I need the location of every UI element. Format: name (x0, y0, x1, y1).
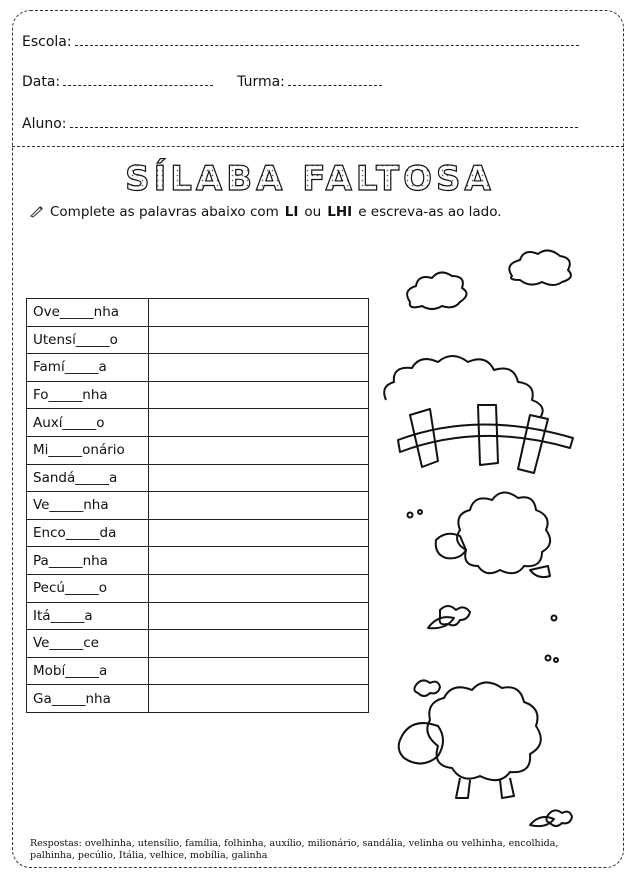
class-label: Turma: (237, 74, 285, 90)
student-row (22, 116, 578, 132)
word-blank[interactable]: _____ (64, 359, 99, 376)
word-cell (27, 685, 149, 713)
answer-cell[interactable] (149, 464, 369, 492)
word-suffix: a (84, 607, 93, 624)
table-row (27, 630, 369, 658)
word-blank[interactable]: _____ (59, 304, 94, 321)
table-row (27, 436, 369, 464)
word-cell (27, 381, 149, 409)
answer-cell[interactable] (149, 630, 369, 658)
answers-footer (30, 838, 610, 862)
word-cell (27, 519, 149, 547)
word-cell (27, 299, 149, 327)
word-cell (27, 547, 149, 575)
table-row (27, 381, 369, 409)
student-field[interactable] (70, 126, 578, 128)
word-cell (27, 602, 149, 630)
answer-cell[interactable] (149, 574, 369, 602)
answer-cell[interactable] (149, 409, 369, 437)
word-prefix: Ve (33, 497, 50, 514)
date-field[interactable] (63, 84, 213, 86)
word-prefix: Mi (33, 442, 49, 459)
sheep-illustration (380, 240, 620, 840)
word-blank[interactable]: _____ (48, 442, 83, 459)
word-blank[interactable]: _____ (48, 552, 83, 569)
school-row (22, 34, 579, 50)
instruction-or: ou (304, 204, 322, 220)
date-class-row (22, 74, 382, 90)
answer-cell[interactable] (149, 602, 369, 630)
school-field[interactable] (75, 44, 579, 46)
table-row (27, 574, 369, 602)
table-row (27, 354, 369, 382)
words-table (26, 298, 369, 713)
word-blank[interactable]: _____ (49, 635, 84, 652)
instruction-end: e escreva-as ao lado. (358, 204, 502, 220)
answer-cell[interactable] (149, 354, 369, 382)
answer-cell[interactable] (149, 299, 369, 327)
pencil-icon (30, 206, 44, 218)
student-label: Aluno: (22, 116, 67, 132)
word-prefix: Ga (33, 690, 52, 707)
header-divider (12, 146, 624, 147)
word-prefix: Pecú (33, 580, 65, 597)
word-prefix: Mobí (33, 663, 66, 680)
word-suffix: nha (82, 387, 108, 404)
word-suffix: a (98, 663, 108, 680)
word-prefix: Auxí (33, 414, 63, 431)
word-blank[interactable]: _____ (50, 607, 85, 624)
instruction-text: Complete as palavras abaixo com (50, 204, 279, 220)
word-suffix: a (109, 469, 118, 486)
word-cell (27, 354, 149, 382)
answer-cell[interactable] (149, 381, 369, 409)
word-prefix: Famí (33, 359, 65, 376)
word-blank[interactable]: _____ (65, 663, 99, 680)
word-blank[interactable]: _____ (75, 469, 109, 486)
word-blank[interactable]: _____ (64, 580, 99, 597)
word-suffix: o (96, 414, 105, 431)
word-prefix: Enco (33, 525, 66, 542)
answer-cell[interactable] (149, 685, 369, 713)
sheep-head-icon (399, 723, 443, 763)
page-title (120, 158, 500, 198)
word-blank[interactable]: _____ (48, 387, 83, 404)
word-cell (27, 409, 149, 437)
word-suffix: onário (82, 442, 125, 459)
word-prefix: Sandá (33, 469, 76, 486)
word-prefix: Ove (33, 304, 60, 321)
table-row (27, 299, 369, 327)
word-cell (27, 574, 149, 602)
answer-cell[interactable] (149, 519, 369, 547)
sheep-feet-icon (530, 566, 550, 577)
word-blank[interactable]: _____ (65, 525, 100, 542)
fence-rail-icon (398, 424, 573, 452)
word-prefix: Ve (33, 635, 50, 652)
word-suffix: o (109, 331, 118, 348)
answer-cell[interactable] (149, 436, 369, 464)
word-blank[interactable]: _____ (75, 331, 110, 348)
svg-text:SÍLABA FALTOSA: SÍLABA FALTOSA (125, 159, 495, 198)
sheep-leg-icon (500, 778, 514, 798)
bush-icon (384, 356, 542, 418)
word-cell (27, 657, 149, 685)
date-label: Data: (22, 74, 61, 90)
word-prefix: Utensí (33, 331, 76, 348)
answer-cell[interactable] (149, 326, 369, 354)
word-cell (27, 492, 149, 520)
fence-post-icon (518, 415, 548, 473)
sheep-icon (457, 492, 550, 573)
word-blank[interactable]: _____ (49, 497, 84, 514)
answer-cell[interactable] (149, 492, 369, 520)
answers-line-1: Respostas: ovelhinha, utensílio, família, folhinha, auxílio, milionário, sandália, velinha ou velhinha, encolhida, (30, 838, 559, 849)
table-row (27, 602, 369, 630)
sheep-leg-icon (456, 778, 470, 798)
flower-icon (414, 680, 440, 696)
answers-line-2: palhinha, pecúlio, Itália, velhice, mobília, galinha (30, 850, 268, 861)
word-suffix: nha (82, 552, 108, 569)
school-label: Escola: (22, 34, 72, 50)
table-row (27, 326, 369, 354)
word-suffix: nha (93, 304, 120, 321)
fence-post-icon (410, 409, 438, 467)
option-li: LI (284, 204, 299, 220)
class-field[interactable] (288, 84, 382, 86)
leaf-icon (530, 817, 554, 826)
table-row (27, 409, 369, 437)
word-suffix: nha (83, 497, 109, 514)
cloud-icon (407, 272, 466, 309)
word-suffix: ce (83, 635, 99, 652)
word-prefix: Itá (33, 607, 51, 624)
word-suffix: o (98, 580, 107, 597)
word-cell (27, 326, 149, 354)
table-row (27, 547, 369, 575)
table-row (27, 685, 369, 713)
word-blank[interactable]: _____ (51, 690, 86, 707)
flower-icon (440, 606, 470, 625)
cloud-icon (509, 250, 571, 285)
table-row (27, 519, 369, 547)
table-row (27, 464, 369, 492)
word-prefix: Fo (33, 387, 49, 404)
word-cell (27, 436, 149, 464)
word-suffix: nha (85, 690, 111, 707)
table-row (27, 492, 369, 520)
word-suffix: da (99, 525, 117, 542)
answer-cell[interactable] (149, 657, 369, 685)
sheep-icon (427, 682, 540, 780)
word-blank[interactable]: _____ (62, 414, 97, 431)
table-row (27, 657, 369, 685)
word-cell (27, 464, 149, 492)
word-cell (27, 630, 149, 658)
option-lhi: LHI (327, 204, 353, 220)
answer-cell[interactable] (149, 547, 369, 575)
word-suffix: a (98, 359, 107, 376)
word-prefix: Pa (33, 552, 49, 569)
instruction (30, 204, 502, 220)
